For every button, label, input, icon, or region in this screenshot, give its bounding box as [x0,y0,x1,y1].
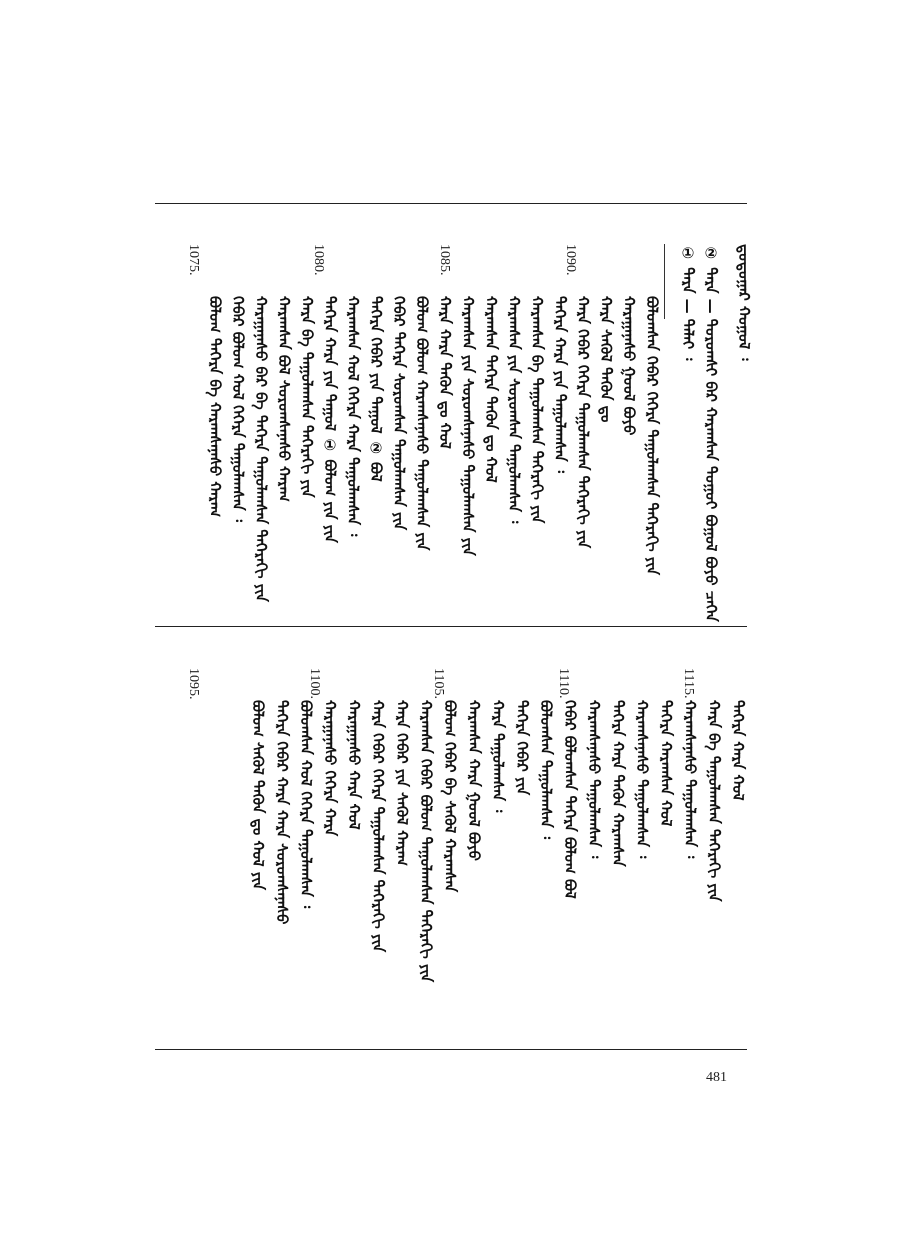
footnote-1: ① ᠳᠡᠷᠡ — ᠳᠡᠯᠡᠢ ᠄ [679,244,697,361]
verse-line: ᠳᠡᠭᠡᠷᠡ ᠬᠡᠪᠡᠷ ᠬᠠᠷᠠ ᠬᠠᠷᠠ ᠰᠤᠷᠤᠭᠰᠠᠨᠠᠰᠤ [273,700,291,925]
verse-line: ᠬᠠᠷᠠ ᠪᠠ ᠳᠠᠭᠤᠯᠠᠭᠰᠠᠨ ᠳᠡᠭᠡᠷᠡᠬᠢ ᠶᠢᠨ [705,700,723,902]
section-divider [155,626,747,627]
verse-line: ᠬᠠᠷᠠᠭᠰᠠᠨᠠᠰᠤ ᠳᠠᠭᠤᠯᠠᠭᠰᠠᠨ ᠄ [633,700,651,859]
verse-line: ᠬᠠᠷᠠ ᠬᠡᠪᠡᠷ ᠬᠡᠭᠡᠷᠡ ᠳᠠᠭᠤᠯᠠᠭᠰᠠᠨ ᠳᠡᠭᠡᠷᠡᠬᠢ ᠶᠢᠨ [574,296,592,549]
verse-line: ᠬᠠᠷᠠᠭᠰᠠᠨ ᠶᠢᠨ ᠰᠤᠷᠤᠭᠰᠠᠨ ᠳᠠᠭᠤᠯᠠᠭᠰᠠᠨ ᠄ [505,296,523,524]
verse-line: ᠬᠡᠪᠡᠷ ᠪᠣᠯᠤᠭ ᠬᠤᠯ ᠬᠡᠭᠡᠷᠡ ᠳᠠᠭᠤᠯᠠᠭᠰᠠᠨ ᠄ [229,296,247,522]
footnote-label: ᠳ᠋ᠤᠲᠤᠭᠠᠷ ᠬᠤᠭᠤᠯ ᠄ [735,244,753,361]
line-number: 1090. [563,244,578,276]
verse-line: ᠬᠠᠷᠠᠭᠰᠠᠨ ᠪᠠ ᠳᠠᠭᠤᠯᠠᠭᠰᠠᠨ ᠳᠡᠭᠡᠷᠡᠬᠢ ᠶᠢᠨ [528,296,546,524]
verse-line: ᠳᠡᠭᠡᠷᠡ ᠬᠡᠪᠡᠷ ᠶᠢᠨ [513,700,531,796]
line-number: 1075. [186,244,201,276]
verse-line: ᠬᠠᠷᠠᠭᠠᠨᠠᠰᠤ ᠭᠤᠤᠯ ᠪᠤᠶᠤ [620,296,638,436]
verse-line: ᠬᠠᠷᠠᠭᠰᠠᠨ ᠬᠠᠷᠠ ᠭᠤᠤᠯ ᠪᠤᠶᠤ [465,700,483,861]
line-number: 1095. [186,668,201,700]
verse-line: ᠬᠡᠪᠡᠷ ᠪᠣᠯᠤᠭᠰᠠᠨ ᠳᠡᠭᠡᠷᠡ ᠪᠣᠯᠤᠭ ᠪᠣᠯ [561,700,579,899]
verse-line: ᠬᠠᠷᠠᠭᠰᠠᠨ ᠬᠤᠯ ᠬᠡᠭᠡᠷᠡ ᠬᠠᠷᠠ ᠳᠠᠭᠤᠯᠠᠭᠰᠠᠨ ᠄ [344,296,362,537]
verse-line: ᠬᠠᠷᠠ ᠳᠠᠭᠤᠯᠠᠭᠰᠠᠨ ᠄ [489,700,507,813]
verse-line: ᠪᠣᠯᠤᠭᠰᠠᠨ ᠳᠠᠭᠤᠯᠠᠭᠰᠠᠨ ᠄ [537,700,555,840]
verse-line: ᠬᠠᠷᠠ ᠬᠡᠪᠡᠷ ᠶᠢᠨ ᠰᠡᠭᠦᠯ ᠬᠠᠷᠠᠭ [393,700,411,866]
verse-line: ᠳᠡᠭᠡᠷᠡ ᠬᠠᠷᠠᠭᠰᠠᠨ ᠬᠤᠯ [657,700,675,827]
line-number: 1100. [307,668,322,699]
verse-line: ᠬᠡᠪᠡᠷ ᠳᠡᠭᠡᠷᠡ ᠰᠤᠷᠤᠭᠰᠠᠨ ᠳᠠᠭᠤᠯᠠᠭᠰᠠᠨ ᠶᠢᠨ [390,296,408,531]
verse-line: ᠬᠠᠷᠠᠭᠰᠠᠨ ᠪᠣᠯ ᠰᠤᠷᠤᠭᠰᠠᠨᠠᠰᠤ ᠬᠠᠷᠠᠭ [275,296,293,502]
verse-line: ᠪᠣᠯᠤᠭ ᠰᠡᠭᠦᠯ ᠲᠡᠭᠦᠨ ᠳᠤ ᠬᠤᠯ ᠶᠢᠨ [249,700,267,890]
verse-line: ᠳᠡᠭᠡᠷᠡ ᠬᠡᠪᠡᠷ ᠶᠢᠨ ᠳᠠᠭᠤᠯ ② ᠪᠣᠯ [367,296,385,482]
footnote-separator [664,244,665,319]
verse-line: ᠬᠠᠷᠠ ᠬᠡᠪᠡᠷ ᠬᠡᠭᠡᠷᠡ ᠳᠠᠭᠤᠯᠠᠭᠰᠠᠨ ᠳᠡᠭᠡᠷᠡᠬᠢ ᠶᠢᠨ [369,700,387,953]
line-number: 1105. [431,668,446,699]
verse-line: ᠳᠡᠭᠡᠷᠡ ᠬᠠᠷᠠ ᠶᠢᠨ ᠳᠠᠭᠤᠯ ① ᠪᠣᠯᠤᠭ ᠶᠢᠨ ᠶᠢᠨ [321,296,339,543]
verse-line: ᠬᠠᠷᠠᠭᠰᠠᠨ ᠶᠢᠨ ᠰᠤᠷᠤᠭᠰᠠᠨᠠᠰᠤ ᠳᠠᠭᠤᠯᠠᠭᠰᠠᠨ ᠶᠢᠨ [459,296,477,556]
verse-line: ᠳᠡᠭᠡᠷᠡ ᠬᠠᠷᠠ ᠶᠢᠨ ᠳᠠᠭᠤᠯᠠᠭᠰᠠᠨ ᠄ [551,296,569,473]
line-number: 1110. [556,668,571,699]
verse-line: ᠬᠠᠷᠠᠭᠰᠠᠨᠠᠰᠤ ᠳᠠᠭᠤᠯᠠᠭᠰᠠᠨ ᠄ [585,700,603,859]
line-number: 1080. [311,244,326,276]
verse-line: ᠪᠣᠯᠤᠭ ᠪᠣᠯᠤᠭ ᠬᠠᠷᠠᠭᠰᠠᠨᠠᠰᠤ ᠳᠠᠭᠤᠯᠠᠭᠰᠠᠨ ᠶᠢᠨ [413,296,431,551]
verse-line: ᠬᠠᠷᠠᠭᠰᠠᠨᠠᠰᠤ ᠳᠠᠭᠤᠯᠠᠭᠰᠠᠨ ᠄ [681,700,699,859]
verse-line: ᠪᠣᠯᠤᠭ ᠬᠡᠪᠡᠷ ᠪᠠ ᠰᠡᠭᠦᠯ ᠬᠠᠷᠠᠭᠰᠠᠨ [441,700,459,893]
verse-line: ᠬᠠᠷᠠᠭᠠᠨᠠᠰᠤ ᠬᠡᠭᠡᠷᠡ ᠬᠠᠷᠠ [321,700,339,837]
verse-line: ᠬᠠᠷᠠ ᠰᠡᠭᠦᠯ ᠲᠡᠭᠦᠨ ᠳᠤ [597,296,615,423]
verse-line: ᠬᠠᠷᠠᠭᠰᠠᠨ ᠬᠡᠪᠡᠷ ᠪᠣᠯᠤᠭ ᠳᠠᠭᠤᠯᠠᠭᠰᠠᠨ ᠳᠡᠭᠡᠷᠡᠬᠢ ᠶᠢᠨ [417,700,435,983]
verse-line: ᠪᠣᠯᠤᠭᠰᠠᠨ ᠬᠡᠪᠡᠷ ᠬᠡᠭᠡᠷᠡ ᠳᠠᠭᠤᠯᠠᠭᠰᠠᠨ ᠳᠡᠭᠡᠷᠡᠬᠢ ᠶᠢᠨ [643,296,661,575]
verse-line: ᠬᠠᠷᠠ ᠬᠠᠷᠠ ᠲᠡᠭᠦᠨ ᠳᠤ ᠬᠤᠯ [436,296,454,449]
page-number: 481 [706,1070,727,1085]
verse-line: ᠬᠠᠷᠠ ᠪᠠ ᠳᠠᠭᠤᠯᠠᠭᠰᠠᠨ ᠳᠡᠭᠡᠷᠡᠬᠢ ᠶᠢᠨ [298,296,316,498]
verse-line: ᠬᠠᠷᠠᠭᠰᠠᠨ ᠳᠡᠭᠡᠷᠡ ᠲᠡᠭᠦᠨ ᠳᠤ ᠬᠤᠯ [482,296,500,483]
verse-line: ᠬᠠᠷᠠᠭᠠᠨᠠᠰᠤ ᠬᠠᠷᠠ ᠬᠤᠯ [345,700,363,830]
verse-line: ᠪᠣᠯᠤᠭ ᠳᠡᠭᠡᠷᠡ ᠪᠠ ᠬᠠᠷᠠᠭᠰᠠᠨᠠᠰᠤ ᠬᠠᠷᠠᠭ [206,296,224,518]
verse-line: ᠳᠡᠭᠡᠷᠡ ᠬᠠᠷᠠ ᠬᠤᠯ [729,700,747,801]
verse-line: ᠪᠣᠯᠤᠭᠰᠠᠨ ᠬᠤᠯ ᠬᠡᠭᠡᠷᠡ ᠳᠠᠭᠤᠯᠠᠭᠰᠠᠨ ᠄ [297,700,315,909]
verse-line: ᠬᠠᠷᠠᠭᠠᠨᠠᠰᠤ ᠪᠠᠷ ᠪᠠ ᠳᠡᠭᠡᠷᠡ ᠳᠠᠭᠤᠯᠠᠭᠰᠠᠨ ᠳᠡᠭᠡᠷᠡᠬᠢ ᠶᠢᠨ [252,296,270,602]
footer-rule [155,1049,747,1050]
top-rule [155,203,747,204]
verse-line: ᠳᠡᠭᠡᠷᠡ ᠬᠠᠷᠠ ᠲᠡᠭᠦᠨ ᠬᠠᠷᠠᠭᠰᠠᠨ [609,700,627,867]
line-number: 1115. [681,668,696,699]
line-number: 1085. [437,244,452,276]
footnote-2: ② ᠳᠡᠷᠡ — ᠳᠣᠷᠣᠭᠰᠢ ᠪᠡᠷ ᠬᠠᠷᠠᠭᠰᠠᠨ ᠳᠤᠭᠤᠢ ᠪᠣᠭᠤᠯ ᠪᠤᠶᠤ ᠴᠡᠭᠡᠨ [702,244,720,622]
